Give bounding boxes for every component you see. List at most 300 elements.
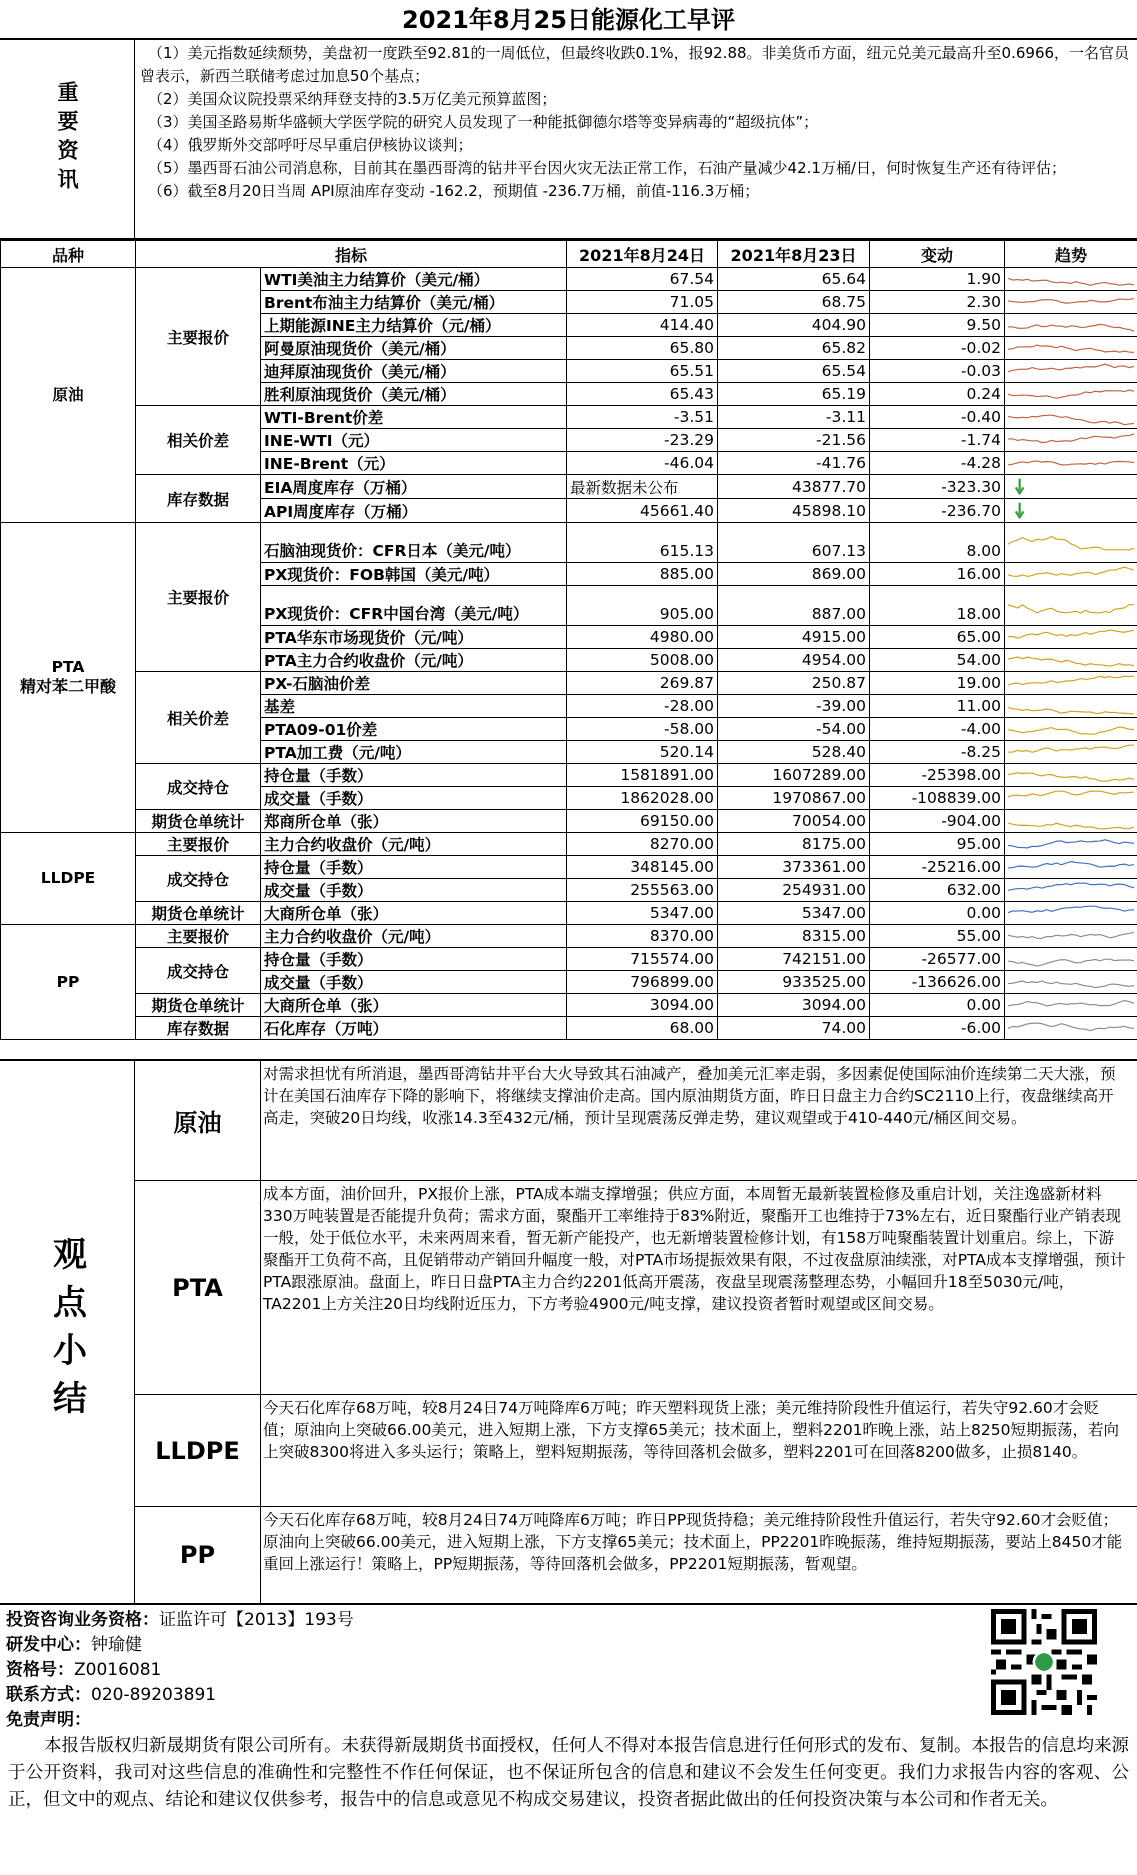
value-current: 414.40 [567, 314, 718, 337]
value-change: 54.00 [870, 649, 1005, 672]
table-row [1, 948, 1137, 971]
value-change: -108839.00 [870, 787, 1005, 810]
indicator-name: INE-WTI（元） [261, 429, 567, 452]
indicator-name: 持仓量（手数） [261, 856, 567, 879]
value-current: 796899.00 [567, 971, 718, 994]
trend-line [1008, 345, 1134, 352]
table-row [1, 925, 1137, 948]
trend-line [1008, 791, 1134, 797]
disclaimer-text: 本报告版权归新晟期货有限公司所有。未获得新晟期货书面授权，任何人不得对本报告信息进行任何形式的发布、复制。本报告的信息均来源于公开资料，我司对这些信息的准确性和完整性不作任何保证，也不保证所包含的信息和建议不会发生任何变更。我们力求报告内容的客观、公正，但文中的观点、结论和建议仅供参考，报告中的信息或意见不构成交易建议，投资者据此做出的任何投资决策与本公司和作者无关。 [8, 1736, 1129, 1810]
indicator-name: PTA华东市场现货价（元/吨） [261, 626, 567, 649]
view-name: 原油 [135, 1061, 261, 1180]
contact-value: 020-89203891 [91, 1685, 217, 1705]
value-current: 520.14 [567, 741, 718, 764]
value-previous: 65.54 [718, 360, 870, 383]
value-previous: 43877.70 [718, 475, 870, 499]
trend-cell [1005, 1017, 1137, 1040]
trend-line [1008, 980, 1134, 987]
value-change: 95.00 [870, 833, 1005, 856]
contact-label: 联系方式： [6, 1685, 91, 1705]
section-cell: 主要报价 [136, 268, 261, 406]
value-change: -323.30 [870, 475, 1005, 499]
trend-line [1008, 415, 1134, 425]
indicator-name: 阿曼原油现货价（美元/桶） [261, 337, 567, 360]
indicator-name: 持仓量（手数） [261, 764, 567, 787]
trend-cell [1005, 475, 1137, 499]
indicator-name: PTA主力合约收盘价（元/吨） [261, 649, 567, 672]
value-current: 8370.00 [567, 925, 718, 948]
trend-line [1008, 364, 1134, 372]
trend-cell [1005, 406, 1137, 429]
trend-sparkline [1008, 650, 1134, 671]
value-current: -58.00 [567, 718, 718, 741]
value-change: -1.74 [870, 429, 1005, 452]
trend-sparkline [1008, 1018, 1134, 1039]
value-previous: 4954.00 [718, 649, 870, 672]
section-cell: 期货仓单统计 [136, 810, 261, 833]
trend-cell [1005, 563, 1137, 586]
view-row-crude [135, 1061, 1137, 1181]
value-change: -4.28 [870, 452, 1005, 475]
value-previous: 933525.00 [718, 971, 870, 994]
value-change: 0.00 [870, 994, 1005, 1017]
indicator-name: 成交量（手数） [261, 971, 567, 994]
trend-cell [1005, 902, 1137, 925]
value-change: 9.50 [870, 314, 1005, 337]
trend-sparkline [1008, 742, 1134, 763]
header-change: 变动 [870, 241, 1005, 268]
indicator-name: PX现货价：FOB韩国（美元/吨） [261, 563, 567, 586]
table-row [1, 994, 1137, 1017]
trend-line [1008, 883, 1134, 890]
views-label-cell [0, 1061, 135, 1603]
product-subname: 精对苯二甲酸 [19, 677, 116, 697]
value-current: 65.43 [567, 383, 718, 406]
trend-cell [1005, 337, 1137, 360]
section-cell: 相关价差 [136, 672, 261, 764]
indicator-name: 主力合约收盘价（元/吨） [261, 925, 567, 948]
cert-label: 资格号： [6, 1660, 74, 1680]
indicator-name: 石脑油现货价：CFR日本（美元/吨） [261, 523, 567, 563]
trend-line [1008, 745, 1134, 752]
value-previous: 250.87 [718, 672, 870, 695]
indicator-name: INE-Brent（元） [261, 452, 567, 475]
value-previous: 373361.00 [718, 856, 870, 879]
value-previous: -54.00 [718, 718, 870, 741]
view-text: 今天石化库存68万吨，较8月24日74万吨降库6万吨；昨日PP现货持稳；美元维持阶段性升值运行，若失守92.60才会贬值；原油向上突破66.00美元，进入短期上涨，下方支撑65美元；技术面上，PP2201昨晚振荡，维持短期振荡，要站上8450才能重回上涨运行！策略上，PP短期振荡，等待回落机会做多，PP2201短期振荡，暂观望。 [263, 1511, 1123, 1573]
views-section [0, 1059, 1137, 1605]
trend-line [1008, 959, 1134, 966]
value-previous: 45898.10 [718, 499, 870, 523]
header-indicator: 指标 [136, 241, 567, 268]
table-row [1, 672, 1137, 695]
trend-cell [1005, 586, 1137, 626]
indicator-name: PTA加工费（元/吨） [261, 741, 567, 764]
value-current: 68.00 [567, 1017, 718, 1040]
table-header-row [1, 241, 1137, 268]
trend-line [1008, 1000, 1134, 1005]
indicator-name: 成交量（手数） [261, 879, 567, 902]
section-cell: 相关价差 [136, 406, 261, 475]
value-change: -25398.00 [870, 764, 1005, 787]
view-name: PTA [135, 1181, 261, 1394]
center-value: 钟瑜健 [91, 1635, 142, 1655]
indicator-name: 大商所仓单（张） [261, 902, 567, 925]
view-row-lldpe [135, 1395, 1137, 1507]
value-current: 615.13 [567, 523, 718, 563]
value-current: 905.00 [567, 586, 718, 626]
trend-line [1008, 298, 1134, 302]
value-current: 348145.00 [567, 856, 718, 879]
trend-cell [1005, 499, 1137, 523]
section-cell: 成交持仓 [136, 856, 261, 902]
view-text: 成本方面，油价回升，PX报价上涨，PTA成本端支撑增强；供应方面，本周暂无最新装置检修及重启计划，关注逸盛新材料330万吨装置是否能提升负荷；需求方面，聚酯开工率维持于83%附近，聚酯开工也维持于73%左右，近日聚酯行业产销表现一般，处于低位水平，未来两周来看，暂无新产能投产，也无新增装置检修计划，有158万吨聚酯装置计划重启。综上，下游聚酯开工负荷不高，且促销带动产销回升幅度一般，对PTA市场提振效果有限，不过夜盘原油续涨，对PTA成本支撑增强，预计PTA跟涨原油。盘面上，昨日日盘PTA主力合约2201低高开震荡，夜盘呈现震荡整理态势，小幅回升18至5030元/吨，TA2201上方关注20日均线附近压力，下方考验4900元/吨支撑，建议投资者暂时观望或区间交易。 [263, 1185, 1126, 1313]
trend-sparkline [1008, 788, 1134, 809]
value-previous: 404.90 [718, 314, 870, 337]
trend-cell [1005, 314, 1137, 337]
down-arrow-icon [1008, 500, 1134, 521]
trend-line [1008, 906, 1134, 913]
value-change: -4.00 [870, 718, 1005, 741]
trend-sparkline [1008, 880, 1134, 901]
trend-cell [1005, 360, 1137, 383]
value-previous: 528.40 [718, 741, 870, 764]
indicator-name: API周度库存（万桶） [261, 499, 567, 523]
trend-sparkline [1008, 595, 1134, 616]
trend-line [1008, 839, 1134, 847]
value-change: -0.02 [870, 337, 1005, 360]
value-change: -8.25 [870, 741, 1005, 764]
trend-sparkline [1008, 315, 1134, 336]
value-change: -26577.00 [870, 948, 1005, 971]
trend-sparkline [1008, 407, 1134, 428]
value-previous: 8175.00 [718, 833, 870, 856]
value-change: -25216.00 [870, 856, 1005, 879]
trend-cell [1005, 764, 1137, 787]
news-item: （3）美国圣路易斯华盛顿大学医学院的研究人员发现了一种能抵御德尔塔等变异病毒的“超级抗体”； [148, 113, 819, 131]
value-change: -0.03 [870, 360, 1005, 383]
value-previous: 68.75 [718, 291, 870, 314]
value-previous: 5347.00 [718, 902, 870, 925]
news-item: （2）美国众议院投票采纳拜登支持的3.5万亿美元预算蓝图； [148, 90, 557, 108]
section-cell: 期货仓单统计 [136, 902, 261, 925]
trend-sparkline [1008, 857, 1134, 878]
value-previous: 65.82 [718, 337, 870, 360]
value-previous: -3.11 [718, 406, 870, 429]
value-change: 55.00 [870, 925, 1005, 948]
value-change: 18.00 [870, 586, 1005, 626]
section-cell: 主要报价 [136, 523, 261, 672]
section-cell: 期货仓单统计 [136, 994, 261, 1017]
indicator-name: Brent布油主力结算价（美元/桶） [261, 291, 567, 314]
value-current: 1862028.00 [567, 787, 718, 810]
center-line [0, 1633, 1137, 1658]
trend-line [1008, 676, 1134, 685]
trend-cell [1005, 810, 1137, 833]
trend-cell [1005, 879, 1137, 902]
trend-cell [1005, 833, 1137, 856]
value-previous: 74.00 [718, 1017, 870, 1040]
trend-cell [1005, 452, 1137, 475]
indicator-name: 石化库存（万吨） [261, 1017, 567, 1040]
value-change: 1.90 [870, 268, 1005, 291]
trend-cell [1005, 971, 1137, 994]
news-item: （5）墨西哥石油公司消息称，目前其在墨西哥湾的钻井平台因火灾无法正常工作，石油产量减少42.1万桶/日，何时恢复生产还有待评估； [148, 159, 1067, 177]
header-date-2: 2021年8月23日 [718, 241, 870, 268]
indicator-name: 郑商所仓单（张） [261, 810, 567, 833]
trend-line [1008, 823, 1134, 829]
footer [0, 1608, 1137, 1814]
value-previous: 70054.00 [718, 810, 870, 833]
trend-cell [1005, 291, 1137, 314]
value-current: -46.04 [567, 452, 718, 475]
indicator-name: 主力合约收盘价（元/吨） [261, 833, 567, 856]
indicator-name: 上期能源INE主力结算价（元/桶） [261, 314, 567, 337]
value-change: 65.00 [870, 626, 1005, 649]
value-previous: 4915.00 [718, 626, 870, 649]
indicator-name: PX-石脑油价差 [261, 672, 567, 695]
value-change: -236.70 [870, 499, 1005, 523]
value-change: -136626.00 [870, 971, 1005, 994]
product-cell [1, 833, 136, 925]
value-previous: 887.00 [718, 586, 870, 626]
value-previous: 8315.00 [718, 925, 870, 948]
trend-line [1008, 707, 1134, 713]
indicator-name: 基差 [261, 695, 567, 718]
contact-line [0, 1683, 1137, 1708]
trend-cell [1005, 429, 1137, 452]
section-cell: 库存数据 [136, 475, 261, 523]
view-row-pta [135, 1181, 1137, 1395]
trend-sparkline [1008, 949, 1134, 970]
trend-sparkline [1008, 673, 1134, 694]
trend-cell [1005, 523, 1137, 563]
trend-cell [1005, 718, 1137, 741]
value-current: 65.51 [567, 360, 718, 383]
price-table [0, 240, 1137, 1040]
value-change: 8.00 [870, 523, 1005, 563]
news-item: （4）俄罗斯外交部呼吁尽早重启伊核协议谈判； [148, 136, 473, 154]
section-cell: 成交持仓 [136, 948, 261, 994]
value-previous: 869.00 [718, 563, 870, 586]
news-item: （1）美元指数延续颓势，美盘初一度跌至92.81的一周低位，但最终收跌0.1%，报92.88。非美货币方面，纽元兑美元最高升至0.6966，一名官员曾表示，新西兰联储考虑过加息50个基点； [140, 44, 1130, 85]
trend-cell [1005, 741, 1137, 764]
section-cell: 成交持仓 [136, 764, 261, 810]
trend-line [1008, 433, 1134, 442]
value-current: 255563.00 [567, 879, 718, 902]
indicator-name: 迪拜原油现货价（美元/桶） [261, 360, 567, 383]
value-change: 0.00 [870, 902, 1005, 925]
view-name: PP [135, 1507, 261, 1603]
section-cell: 主要报价 [136, 925, 261, 948]
value-current: 最新数据未公布 [567, 475, 718, 499]
trend-line [1008, 772, 1134, 781]
value-change: 0.24 [870, 383, 1005, 406]
value-current: 715574.00 [567, 948, 718, 971]
trend-line [1008, 460, 1134, 464]
header-trend: 趋势 [1005, 241, 1137, 268]
table-row [1, 268, 1137, 291]
news-section [0, 40, 1137, 240]
trend-cell [1005, 626, 1137, 649]
trend-sparkline [1008, 453, 1134, 474]
table-row [1, 1017, 1137, 1040]
trend-cell [1005, 925, 1137, 948]
value-previous: 742151.00 [718, 948, 870, 971]
value-change: 11.00 [870, 695, 1005, 718]
value-current: 8270.00 [567, 833, 718, 856]
view-text: 今天石化库存68万吨，较8月24日74万吨降库6万吨；昨天塑料现货上涨；美元维持阶段性升值运行，若失守92.60才会贬值；原油向上突破66.00美元，进入短期上涨，下方支撑65美元；技术面上，塑料2201昨晚上涨，站上8250短期振荡，若向上突破8300将进入多头运行；策略上，塑料短期振荡，等待回落机会做多，塑料2201可在回落8200做多，止损8140。 [263, 1399, 1119, 1461]
header-date-1: 2021年8月24日 [567, 241, 718, 268]
indicator-name: PTA09-01价差 [261, 718, 567, 741]
value-previous: 254931.00 [718, 879, 870, 902]
trend-sparkline [1008, 430, 1134, 451]
trend-line [1008, 932, 1134, 938]
views-label: 观点小结 [46, 1236, 87, 1428]
value-change: 632.00 [870, 879, 1005, 902]
view-name: LLDPE [135, 1395, 261, 1506]
indicator-name: 成交量（手数） [261, 787, 567, 810]
value-current: 67.54 [567, 268, 718, 291]
report-title: 2021年8月25日能源化工早评 [0, 0, 1137, 40]
trend-cell [1005, 994, 1137, 1017]
value-previous: 65.64 [718, 268, 870, 291]
value-current: -28.00 [567, 695, 718, 718]
table-row [1, 810, 1137, 833]
down-arrow-icon [1008, 476, 1134, 497]
indicator-name: WTI美油主力结算价（美元/桶） [261, 268, 567, 291]
value-previous: -21.56 [718, 429, 870, 452]
view-text: 对需求担忧有所消退，墨西哥湾钻井平台大火导致其石油减产，叠加美元汇率走弱，多因素促使国际油价连续第二天大涨，预计在美国石油库存下降的影响下，将继续支撑油价走高。国内原油期货方面，昨日日盘主力合约SC2110上行，夜盘继续高开高走，突破20日均线，收涨14.3至432元/桶，预计呈现震荡反弹走势，建议观望或于410-440元/桶区间交易。 [263, 1065, 1116, 1127]
table-row [1, 856, 1137, 879]
value-change: -6.00 [870, 1017, 1005, 1040]
value-current: 3094.00 [567, 994, 718, 1017]
indicator-name: 大商所仓单（张） [261, 994, 567, 1017]
indicator-name: PX现货价：CFR中国台湾（美元/吨） [261, 586, 567, 626]
section-cell: 主要报价 [136, 833, 261, 856]
trend-line [1008, 726, 1134, 733]
trend-cell [1005, 672, 1137, 695]
trend-line [1008, 537, 1134, 550]
section-cell: 库存数据 [136, 1017, 261, 1040]
trend-line [1008, 567, 1134, 576]
value-current: 65.80 [567, 337, 718, 360]
value-previous: 1970867.00 [718, 787, 870, 810]
news-list [140, 42, 1130, 203]
value-current: -3.51 [567, 406, 718, 429]
value-current: 4980.00 [567, 626, 718, 649]
table-row [1, 523, 1137, 563]
value-previous: 3094.00 [718, 994, 870, 1017]
table-row [1, 833, 1137, 856]
value-change: -0.40 [870, 406, 1005, 429]
value-change: 2.30 [870, 291, 1005, 314]
product-cell [1, 268, 136, 523]
trend-line [1008, 1023, 1134, 1031]
table-row [1, 475, 1137, 499]
view-row-pp [135, 1507, 1137, 1603]
news-item: （6）截至8月20日当周 API原油库存变动 -162.2，预期值 -236.7万桶，前值-116.3万桶； [148, 182, 760, 200]
product-name: PTA [51, 658, 85, 677]
value-change: -904.00 [870, 810, 1005, 833]
value-current: 1581891.00 [567, 764, 718, 787]
trend-sparkline [1008, 338, 1134, 359]
trend-line [1008, 630, 1134, 638]
trend-sparkline [1008, 384, 1134, 405]
cert-line [0, 1658, 1137, 1683]
trend-cell [1005, 948, 1137, 971]
trend-line [1008, 861, 1134, 867]
value-previous: 607.13 [718, 523, 870, 563]
value-change: 19.00 [870, 672, 1005, 695]
trend-line [1008, 278, 1134, 285]
trend-sparkline [1008, 903, 1134, 924]
product-name: 原油 [52, 385, 84, 404]
trend-sparkline [1008, 765, 1134, 786]
value-current: -23.29 [567, 429, 718, 452]
trend-sparkline [1008, 564, 1134, 585]
qualification-label: 投资咨询业务资格： [6, 1610, 159, 1630]
value-current: 269.87 [567, 672, 718, 695]
trend-line [1008, 605, 1134, 613]
trend-sparkline [1008, 972, 1134, 993]
value-current: 5347.00 [567, 902, 718, 925]
table-row [1, 406, 1137, 429]
value-current: 885.00 [567, 563, 718, 586]
trend-cell [1005, 787, 1137, 810]
trend-cell [1005, 856, 1137, 879]
trend-sparkline [1008, 811, 1134, 832]
qualification-line [0, 1608, 1137, 1633]
trend-sparkline [1008, 834, 1134, 855]
indicator-name: 持仓量（手数） [261, 948, 567, 971]
value-previous: 1607289.00 [718, 764, 870, 787]
trend-sparkline [1008, 995, 1134, 1016]
trend-cell [1005, 383, 1137, 406]
trend-sparkline [1008, 627, 1134, 648]
cert-value: Z0016081 [74, 1660, 162, 1680]
trend-cell [1005, 695, 1137, 718]
indicator-name: WTI-Brent价差 [261, 406, 567, 429]
value-current: 45661.40 [567, 499, 718, 523]
value-current: 71.05 [567, 291, 718, 314]
trend-sparkline [1008, 926, 1134, 947]
trend-sparkline [1008, 696, 1134, 717]
product-name: PP [56, 972, 80, 991]
disclaimer-label: 免责声明： [6, 1710, 91, 1730]
news-label: 重要资讯 [55, 81, 79, 197]
table-row [1, 764, 1137, 787]
header-product: 品种 [1, 241, 136, 268]
product-cell [1, 925, 136, 1040]
table-row [1, 902, 1137, 925]
value-previous: -39.00 [718, 695, 870, 718]
center-label: 研发中心： [6, 1635, 91, 1655]
trend-line [1008, 324, 1134, 331]
qualification-value: 证监许可【2013】193号 [159, 1610, 354, 1630]
trend-sparkline [1008, 269, 1134, 290]
trend-cell [1005, 649, 1137, 672]
qr-code-icon [991, 1608, 1097, 1716]
trend-line [1008, 656, 1134, 665]
trend-sparkline [1008, 361, 1134, 382]
value-previous: 65.19 [718, 383, 870, 406]
product-cell [1, 523, 136, 833]
value-current: 5008.00 [567, 649, 718, 672]
trend-line [1008, 390, 1134, 398]
trend-cell [1005, 268, 1137, 291]
value-change: 16.00 [870, 563, 1005, 586]
